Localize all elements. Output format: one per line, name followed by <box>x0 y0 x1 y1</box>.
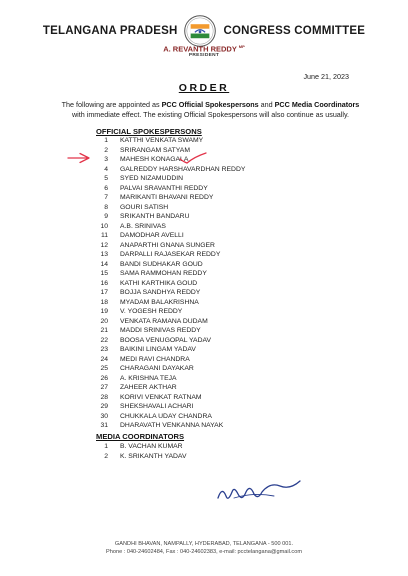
footer-address: GANDHI BHAVAN, NAMPALLY, HYDERABAD, TELANGANA - 500 001. <box>114 541 294 547</box>
spokesperson-row-number: 2 <box>104 146 108 154</box>
spokesperson-row-name: MAHESH KONAGALA <box>120 156 189 163</box>
spokesperson-row-number: 3 <box>104 156 108 163</box>
spokesperson-row-number: 11 <box>100 232 108 239</box>
intro-bold-2: PCC Media Coordinators <box>274 100 360 109</box>
letterhead-right: CONGRESS COMMITTEE <box>223 25 366 37</box>
spokesperson-row <box>96 269 326 279</box>
footer <box>0 540 408 556</box>
spokesperson-row <box>96 203 326 213</box>
spokesperson-row <box>96 279 326 289</box>
intro-part-1: The following are appointed as <box>61 100 162 109</box>
spokesperson-row-name: ANAPARTHI GNANA SUNGER <box>120 241 215 249</box>
handdrawn-arrow-icon <box>66 152 92 164</box>
spokesperson-row <box>96 184 326 194</box>
spokesperson-row-name: SRIRANGAM SATYAM <box>120 146 190 154</box>
spokesperson-row <box>96 222 326 232</box>
letterhead-left: TELANGANA PRADESH <box>42 25 178 37</box>
spokesperson-row-name: SAMA RAMMOHAN REDDY <box>120 270 207 277</box>
spokesperson-row-name: KATTHI VENKATA SWAMY <box>120 137 204 144</box>
spokesperson-row-number: 13 <box>100 251 108 258</box>
spokespersons-heading: OFFICIAL SPOKESPERSONS <box>96 127 202 136</box>
president-suffix: MP <box>238 44 245 49</box>
spokesperson-row <box>96 355 326 365</box>
spokesperson-row-name: GOURI SATISH <box>120 203 169 211</box>
spokesperson-row-name: DHARAVATH VENKANNA NAYAK <box>120 422 224 429</box>
spokesperson-row-number: 6 <box>104 184 108 192</box>
media-coordinator-row <box>96 442 326 452</box>
spokesperson-row-name: SYED NIZAMUDDIN <box>120 175 184 182</box>
spokesperson-row-number: 27 <box>100 384 108 391</box>
spokesperson-row-name: MYADAM BALAKRISHNA <box>120 298 199 306</box>
handdrawn-checkmark-icon <box>178 151 208 165</box>
spokesperson-row <box>96 298 326 308</box>
spokesperson-row-number: 31 <box>100 422 108 429</box>
spokesperson-row <box>96 374 326 384</box>
intro-bold-1: PCC Official Spokespersons <box>161 100 259 109</box>
spokesperson-row-name: MADDI SRINIVAS REDDY <box>120 327 201 334</box>
spokesperson-row-number: 20 <box>100 317 108 325</box>
spokesperson-row-number: 26 <box>100 374 108 382</box>
media-coordinator-row-number: 1 <box>104 443 108 450</box>
spokesperson-row <box>96 165 326 175</box>
media-heading: MEDIA COORDINATORS <box>96 432 185 441</box>
spokesperson-row <box>96 231 326 241</box>
media-coordinator-row <box>96 452 326 462</box>
spokesperson-row-name: SHEKSHAVALI ACHARI <box>120 403 194 410</box>
spokesperson-row-name: A. KRISHNA TEJA <box>120 374 177 382</box>
media-coordinators-list <box>96 442 326 461</box>
spokesperson-row <box>96 412 326 422</box>
spokesperson-row-name: BOOSA VENUGOPAL YADAV <box>120 336 212 344</box>
spokesperson-row <box>96 193 326 203</box>
congress-logo-icon <box>183 14 217 48</box>
spokesperson-row <box>96 393 326 403</box>
spokesperson-row-number: 7 <box>104 194 108 201</box>
spokesperson-row <box>96 307 326 317</box>
spokesperson-row-number: 19 <box>100 308 108 315</box>
spokesperson-row <box>96 402 326 412</box>
spokesperson-row <box>96 383 326 393</box>
spokesperson-row-number: 14 <box>100 260 108 268</box>
spokesperson-row-name: GALREDDY HARSHAVARDHAN REDDY <box>120 165 246 173</box>
media-coordinator-row-number: 2 <box>104 452 108 460</box>
spokesperson-row-name: VENKATA RAMANA DUDAM <box>120 317 208 325</box>
spokesperson-row <box>96 146 326 156</box>
spokesperson-row-number: 30 <box>100 412 108 420</box>
spokesperson-row-number: 4 <box>104 165 108 173</box>
spokesperson-row-number: 5 <box>104 175 108 182</box>
spokesperson-row-number: 17 <box>100 289 108 296</box>
spokesperson-row-name: SRIKANTH BANDARU <box>120 213 190 220</box>
spokespersons-list <box>96 136 326 431</box>
spokesperson-row-name: BANDI SUDHAKAR GOUD <box>120 260 203 268</box>
spokesperson-row-number: 16 <box>100 279 108 287</box>
spokesperson-row-number: 23 <box>100 346 108 353</box>
spokesperson-row-name: BAIKINI LINGAM YADAV <box>120 346 196 353</box>
spokesperson-row <box>96 421 326 431</box>
spokesperson-row-number: 22 <box>100 336 108 344</box>
order-date: June 21, 2023 <box>303 72 349 81</box>
spokesperson-row-name: DAMODHAR AVELLI <box>120 232 184 239</box>
spokesperson-row <box>96 336 326 346</box>
spokesperson-row-name: A.B. SRINIVAS <box>120 222 166 230</box>
footer-contact: Phone : 040-24602484, Fax : 040-24602383, e-mail: pcctelangana@gmail.com <box>106 549 302 555</box>
spokesperson-row-name: CHUKKALA UDAY CHANDRA <box>120 412 212 420</box>
spokesperson-row-name: V. YOGESH REDDY <box>120 308 183 315</box>
intro-paragraph <box>58 100 363 119</box>
spokesperson-row <box>96 174 326 184</box>
president-name-text: A. REVANTH REDDY <box>163 44 237 54</box>
spokesperson-row-name: PALVAI SRAVANTHI REDDY <box>120 184 208 192</box>
spokesperson-row-number: 28 <box>100 393 108 401</box>
spokesperson-row-name: MARIKANTI BHAVANI REDDY <box>120 194 214 201</box>
spokesperson-row-name: MEDI RAVI CHANDRA <box>120 355 190 363</box>
spokesperson-row <box>96 212 326 222</box>
spokesperson-row-number: 25 <box>100 365 108 372</box>
spokesperson-row <box>96 155 326 165</box>
spokesperson-row-name: ZAHEER AKTHAR <box>120 384 177 391</box>
spokesperson-row-number: 9 <box>104 213 108 220</box>
spokesperson-row <box>96 250 326 260</box>
spokesperson-row <box>96 288 326 298</box>
president-title: PRESIDENT <box>188 53 220 58</box>
spokesperson-row <box>96 241 326 251</box>
spokesperson-row <box>96 364 326 374</box>
spokesperson-row <box>96 345 326 355</box>
intro-part-2: and <box>258 100 275 109</box>
spokesperson-row-number: 8 <box>104 203 108 211</box>
spokesperson-row-number: 21 <box>100 327 108 334</box>
intro-part-3: with immediate effect. The existing Official Spokespersons will also continue as usually. <box>71 109 350 119</box>
spokesperson-row-name: DARPALLI RAJASEKAR REDDY <box>120 251 221 258</box>
spokesperson-row-number: 10 <box>100 222 108 230</box>
spokesperson-row-number: 1 <box>104 137 108 144</box>
letterhead <box>0 14 408 48</box>
spokesperson-row-name: KATHI KARTHIKA GOUD <box>120 279 198 287</box>
order-title: ORDER <box>178 82 230 94</box>
spokesperson-row <box>96 260 326 270</box>
spokesperson-row-number: 29 <box>100 403 108 410</box>
spokesperson-row-name: KORIVI VENKAT RATNAM <box>120 393 202 401</box>
spokesperson-row-number: 12 <box>100 241 108 249</box>
spokesperson-row <box>96 317 326 327</box>
media-coordinator-row-name: B. VACHAN KUMAR <box>120 443 183 450</box>
spokesperson-row-name: BOJJA SANDHYA REDDY <box>120 289 201 296</box>
media-coordinator-row-name: K. SRIKANTH YADAV <box>120 452 187 460</box>
spokesperson-row <box>96 136 326 146</box>
spokesperson-row-number: 15 <box>100 270 108 277</box>
spokesperson-row <box>96 326 326 336</box>
spokesperson-row-name: CHARAGANI DAYAKAR <box>120 365 194 372</box>
handwritten-signature <box>214 478 304 508</box>
spokesperson-row-number: 24 <box>100 355 108 363</box>
spokesperson-row-number: 18 <box>100 298 108 306</box>
